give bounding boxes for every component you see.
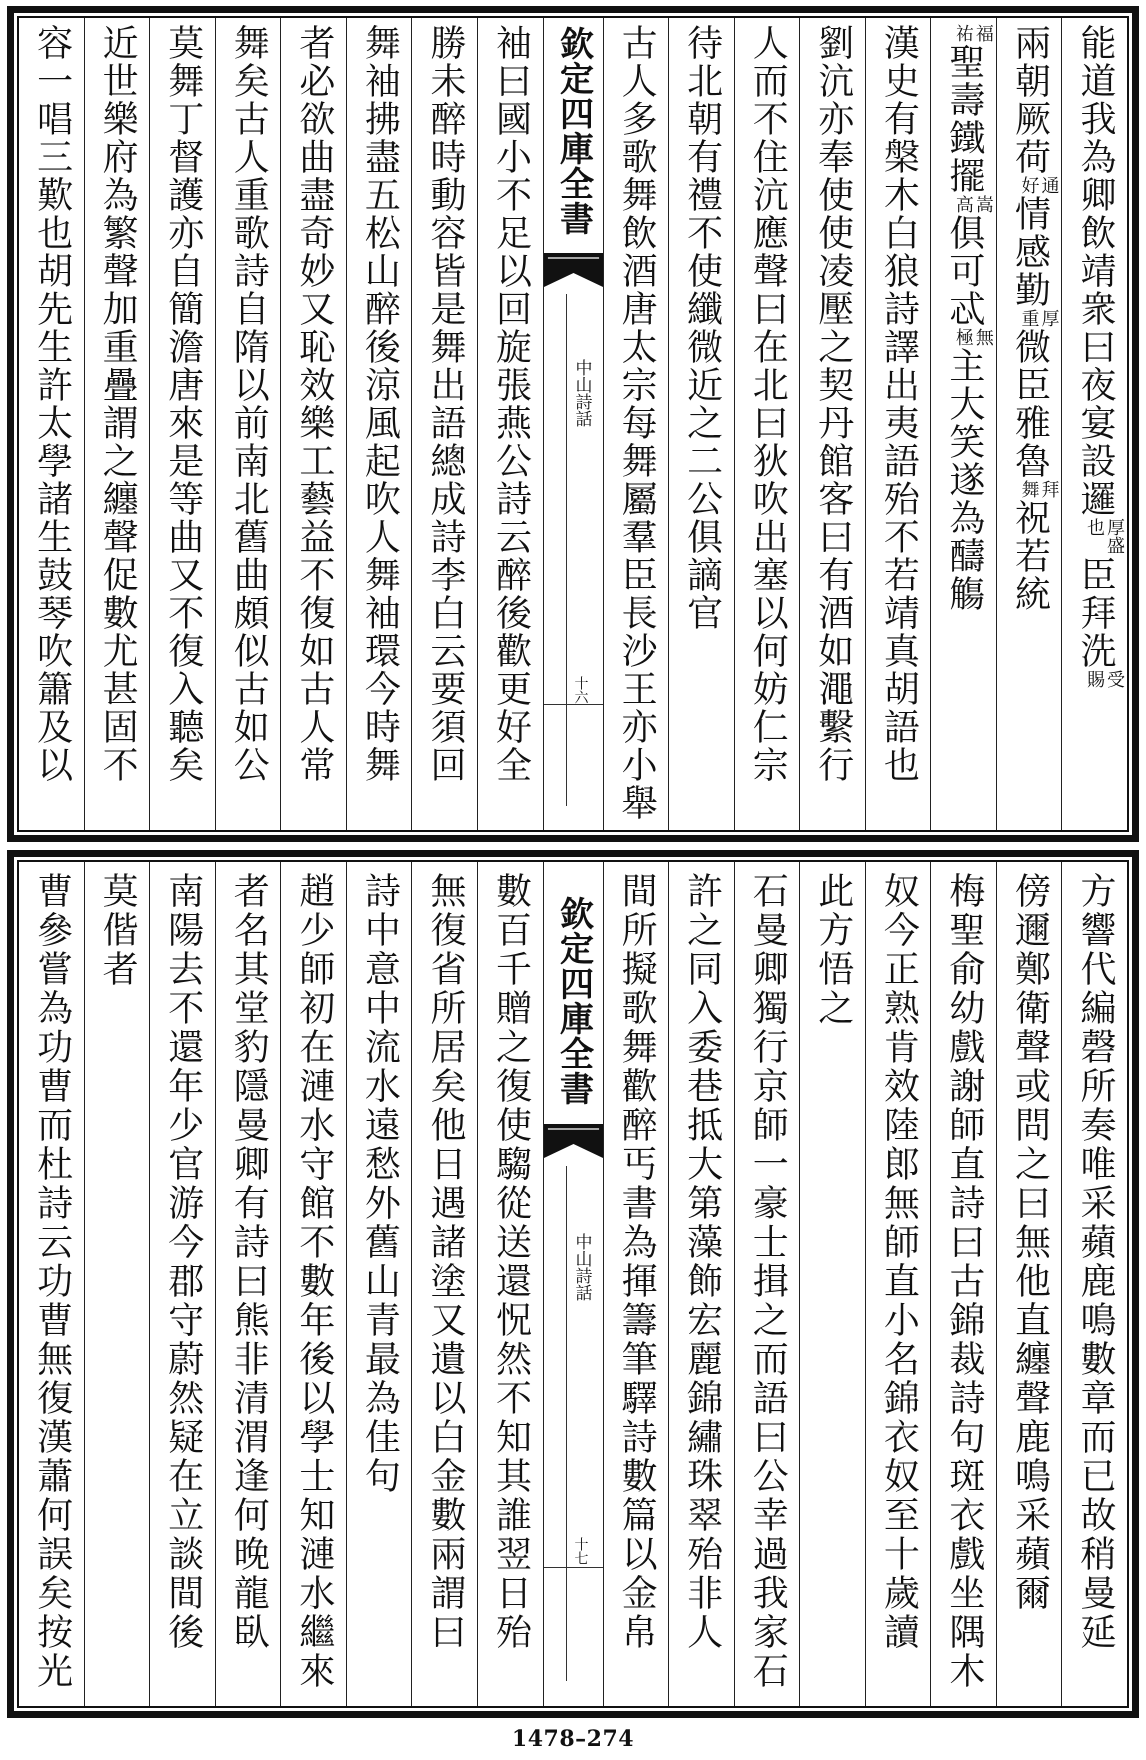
text-column [930,862,996,1706]
text-column [930,18,996,830]
column-text: 能道我為卿飲靖衆曰夜宴設邏 [1075,24,1116,518]
column-text: 石曼卿獨行京師一豪士揖之而語曰公幸過我家石 [747,872,789,1691]
text-column [19,862,84,1706]
column-text: 劉沆亦奉使使凌壓之契丹館客曰有酒如澠繫行 [812,24,854,784]
column-text: 古人多歌舞飲酒唐太宗每舞屬羣臣長沙王亦小舉 [616,24,658,822]
page-frame [17,860,1129,1708]
text-column [799,18,865,830]
column-text: 聖壽鐵擺 [943,43,985,195]
page-panel [7,850,1139,1718]
interlinear-note: 受賜 [1084,670,1125,688]
fishtail-mark [544,1124,603,1158]
text-column [411,862,477,1706]
column-text: 趙少師初在漣水守館不數年後以學士知漣水繼來 [293,872,335,1691]
text-column [865,18,931,830]
fold-title: 欽定四庫全書 [553,26,594,237]
fold-divider [544,704,603,705]
text-column [477,862,543,1706]
fold-divider [544,1567,603,1568]
center-fold [543,862,603,1706]
column-text: 莫舞丁督護亦自簡澹唐來是等曲又不復入聽矣 [162,24,204,784]
column-text: 近世樂府為繁聲加重疊謂之纏聲促數尤甚固不 [97,24,139,784]
page-frame [17,16,1129,832]
column-text: 勝未醉時動容皆是舞出語總成詩李白云要須回 [424,24,466,784]
fold-center-line [566,1166,567,1681]
text-column [799,862,865,1706]
text-column [280,18,346,830]
column-text: 情感勤 [1009,195,1051,309]
page-panel [7,6,1139,842]
text-column [346,862,412,1706]
center-fold [543,18,603,830]
interlinear-note: 無極 [952,328,994,346]
fold-book-title: 中山詩話 [571,359,592,428]
column-text: 曹參嘗為功曹而杜詩云功曹無復漢蕭何誤矣按光 [31,872,73,1691]
column-text: 數百千贈之復使騶從送還怳然不知其誰翌日殆 [490,872,532,1652]
column-text: 者必欲曲盡奇妙又恥效樂工藝益不復如古人常 [293,24,335,784]
text-column [477,18,543,830]
column-text: 許之同入委巷抵大第藻飾宏麗錦繡珠翠殆非人 [681,872,723,1652]
text-column [734,18,800,830]
interlinear-note: 嵩高 [952,195,994,213]
text-column [411,18,477,830]
interlinear-note: 福祐 [952,24,994,42]
column-text: 梅聖俞幼戲謝師直詩曰古錦裁詩句斑衣戲坐隅木 [943,872,985,1691]
fold-page-number: 十六 [572,675,589,704]
interlinear-note: 通好 [1018,176,1060,194]
text-column [668,862,734,1706]
column-text: 待北朝有禮不使纖微近之二公俱謫官 [681,24,723,632]
fold-title: 欽定四庫全書 [553,895,594,1106]
interlinear-note: 拜舞 [1018,480,1060,498]
text-column [865,862,931,1706]
fold-book-title: 中山詩話 [571,1233,592,1302]
text-column [149,862,215,1706]
column-text: 袖曰國小不足以回旋張燕公詩云醉後歡更好全 [490,24,532,784]
column-text: 南陽去不還年少官游今郡守蔚然疑在立談間後 [162,872,204,1652]
interlinear-note: 厚盛也 [1084,518,1125,554]
column-text: 詩中意中流水遠愁外舊山青最為佳句 [359,872,401,1496]
column-text: 此方悟之 [812,872,854,1028]
text-column [280,862,346,1706]
column-text: 祝若統 [1009,499,1051,613]
column-text: 臣拜洗 [1075,556,1116,670]
column-text: 莫偕者 [97,872,139,989]
text-column [346,18,412,830]
text-column [215,862,281,1706]
fishtail-mark [544,253,603,287]
text-column [996,862,1062,1706]
column-text: 微臣雅魯 [1009,328,1051,480]
column-text: 人而不住沆應聲曰在北曰狄吹出塞以何妨仁宗 [747,24,789,784]
column-text: 舞袖拂盡五松山醉後涼風起吹人舞袖環今時舞 [359,24,401,784]
text-column [84,18,150,830]
interlinear-note: 厚重 [1018,309,1060,327]
text-column [149,18,215,830]
text-column [84,862,150,1706]
column-text: 間所擬歌舞歡醉丐書為揮籌筆驛詩數篇以金帛 [616,872,658,1652]
text-column [734,862,800,1706]
column-text: 方響代編磬所奏唯采蘋鹿鳴數章而已故稍曼延 [1075,872,1116,1652]
footer-page-id: 1478–274 [511,1726,635,1752]
column-text: 無復省所居矣他日遇諸塗又遺以白金數兩謂曰 [424,872,466,1652]
text-column [668,18,734,830]
text-column [996,18,1062,830]
column-text: 傍邇鄭衛聲或問之曰無他直纏聲鹿鳴采蘋爾 [1009,872,1051,1613]
column-text: 俱可忒 [943,214,985,328]
fold-page-number: 十七 [572,1537,589,1566]
fold-center-line [566,294,567,806]
column-text: 漢史有槃木白狼詩譯出夷語殆不若靖真胡語也 [878,24,920,784]
column-text: 舞矣古人重歌詩自隋以前南北舊曲頗似古如公 [228,24,270,784]
text-column [603,862,669,1706]
text-column [1061,18,1127,830]
text-column [215,18,281,830]
text-column [603,18,669,830]
text-column [1061,862,1127,1706]
column-text: 兩朝厥荷 [1009,24,1051,176]
column-text: 容一唱三歎也胡先生許太學諸生鼓琴吹簫及以 [31,24,73,784]
text-column [19,18,84,830]
column-text: 奴今正熟肯效陸郎無師直小名錦衣奴至十歲讀 [878,872,920,1652]
column-text: 者名其堂豹隱曼卿有詩曰熊非清渭逢何晚龍臥 [228,872,270,1652]
column-text: 主大笑遂為醻觴 [943,347,985,613]
